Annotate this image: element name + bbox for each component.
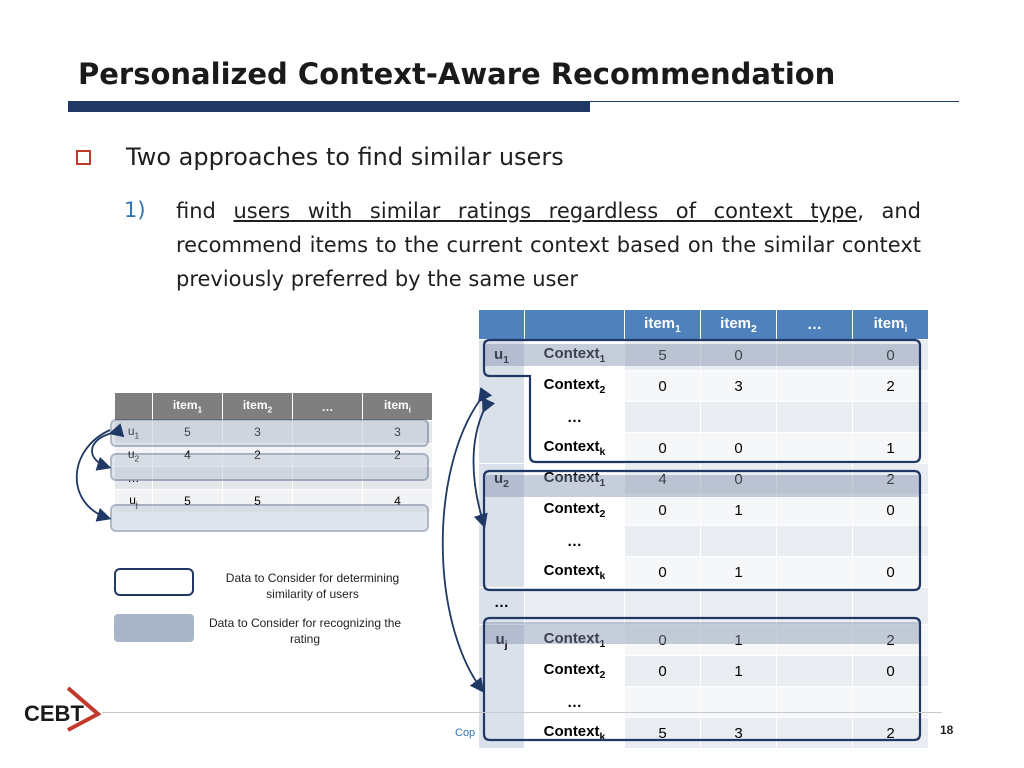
user-cell: … xyxy=(479,588,525,625)
rating-cell: 5 xyxy=(153,421,223,444)
context-cell: Context$_1$ xyxy=(525,625,625,656)
header-cell xyxy=(115,393,153,421)
rating-cell: 3 xyxy=(363,421,433,444)
arrow-u1-u2 xyxy=(92,433,112,467)
rating-cell: 4 xyxy=(363,490,433,513)
page-number: 18 xyxy=(940,723,954,737)
context-cell: Context$_2$ xyxy=(525,495,625,526)
rating-cell: 0 xyxy=(625,656,701,687)
svg-text:CEBT: CEBT xyxy=(24,701,84,726)
header-cell: item$_1$ xyxy=(153,393,223,421)
rating-cell xyxy=(777,433,853,464)
rating-cell: 1 xyxy=(701,557,777,588)
rating-cell: 2 xyxy=(853,718,929,749)
rating-cell xyxy=(777,495,853,526)
user-cell: $u_j$ xyxy=(479,625,525,749)
header-cell: item$_2$ xyxy=(223,393,293,421)
user-cell: $u_2$ xyxy=(479,464,525,588)
rating-cell xyxy=(853,588,929,625)
rating-cell xyxy=(777,656,853,687)
table-header-row xyxy=(115,393,433,421)
rating-cell: 0 xyxy=(853,656,929,687)
footer-line xyxy=(102,712,942,713)
context-cell: Context$_k$ xyxy=(525,718,625,749)
context-cell: Context$_1$ xyxy=(525,340,625,371)
context-rating-table xyxy=(478,309,929,749)
header-cell: … xyxy=(777,310,853,340)
bullet-text: Two approaches to find similar users xyxy=(126,143,564,171)
rating-cell: 0 xyxy=(625,625,701,656)
rating-cell xyxy=(777,340,853,371)
rating-cell: 5 xyxy=(625,718,701,749)
table-header-row xyxy=(479,310,929,340)
legend-outline-label: Data to Consider for determining similarity of users xyxy=(225,571,400,601)
rating-cell: 0 xyxy=(701,464,777,495)
rating-cell xyxy=(293,490,363,513)
rating-cell: 3 xyxy=(701,371,777,402)
bullet-square-icon xyxy=(76,150,91,165)
rating-cell xyxy=(701,402,777,433)
rating-cell: 0 xyxy=(853,495,929,526)
rating-cell: 0 xyxy=(625,495,701,526)
slide-title: Personalized Context-Aware Recommendation xyxy=(78,57,836,91)
rating-cell: 2 xyxy=(363,444,433,467)
context-cell: Context$_2$ xyxy=(525,371,625,402)
header-cell: … xyxy=(293,393,363,421)
user-cell: $u_2$ xyxy=(115,444,153,467)
sub-text-underlined: users with similar ratings regardless of context type xyxy=(233,199,858,223)
rating-cell: 1 xyxy=(853,433,929,464)
user-cell: $u_j$ xyxy=(115,490,153,513)
rating-cell: 2 xyxy=(223,444,293,467)
header-cell: item$_1$ xyxy=(625,310,701,340)
header-cell: item$_i$ xyxy=(853,310,929,340)
rating-cell: 3 xyxy=(701,718,777,749)
table-row xyxy=(479,495,929,526)
table-row xyxy=(479,625,929,656)
context-cell: … xyxy=(525,526,625,557)
rating-cell xyxy=(625,402,701,433)
table-row xyxy=(479,526,929,557)
rating-cell: 1 xyxy=(701,495,777,526)
table-row xyxy=(479,464,929,495)
table-row xyxy=(479,340,929,371)
table-row xyxy=(479,557,929,588)
arrow-u1-uj xyxy=(77,430,110,518)
rating-cell xyxy=(777,371,853,402)
rating-cell: 1 xyxy=(701,656,777,687)
header-cell: item$_i$ xyxy=(363,393,433,421)
table-row xyxy=(479,433,929,464)
rating-cell: 2 xyxy=(853,625,929,656)
rating-cell: 0 xyxy=(625,557,701,588)
rating-cell xyxy=(293,444,363,467)
rating-cell: 0 xyxy=(625,433,701,464)
table-row xyxy=(479,402,929,433)
rating-cell: 0 xyxy=(701,433,777,464)
rating-cell xyxy=(625,588,701,625)
context-cell xyxy=(525,588,625,625)
table-row xyxy=(479,371,929,402)
table-row xyxy=(479,588,929,625)
user-cell: … xyxy=(115,467,153,490)
rating-cell xyxy=(293,467,363,490)
rating-cell: 4 xyxy=(153,444,223,467)
rating-cell xyxy=(777,557,853,588)
cebt-logo xyxy=(22,686,102,732)
rating-cell: 4 xyxy=(625,464,701,495)
rating-cell xyxy=(777,718,853,749)
rating-cell xyxy=(853,526,929,557)
rating-cell: 5 xyxy=(153,490,223,513)
context-cell: … xyxy=(525,687,625,718)
user-cell: $u_1$ xyxy=(479,340,525,464)
rating-cell: 0 xyxy=(625,371,701,402)
rating-cell xyxy=(777,625,853,656)
rating-cell: 0 xyxy=(853,340,929,371)
legend-fill-swatch xyxy=(114,614,194,642)
context-cell: Context$_1$ xyxy=(525,464,625,495)
rating-cell xyxy=(293,421,363,444)
table-row xyxy=(115,490,433,513)
sub-text-pre: find xyxy=(176,199,234,223)
rating-cell xyxy=(625,526,701,557)
rating-cell: 5 xyxy=(625,340,701,371)
rating-cell xyxy=(701,588,777,625)
rating-cell: 0 xyxy=(853,557,929,588)
table-row xyxy=(479,656,929,687)
context-cell: … xyxy=(525,402,625,433)
context-cell: Context$_2$ xyxy=(525,656,625,687)
sub-text-post: , and recommend items to the current context based on the similar context previously preferred by the same user xyxy=(176,199,922,291)
sub-bullet-number: 1) xyxy=(124,198,146,222)
table-row xyxy=(115,467,433,490)
header-cell xyxy=(525,310,625,340)
user-cell: $u_1$ xyxy=(115,421,153,444)
context-cell: Context$_k$ xyxy=(525,433,625,464)
legend-fill-label: Data to Consider for recognizing the rating xyxy=(208,616,402,646)
sub-bullet-text xyxy=(176,194,921,296)
rating-cell xyxy=(777,588,853,625)
rating-cell xyxy=(853,402,929,433)
rating-cell: 3 xyxy=(223,421,293,444)
rating-cell xyxy=(153,467,223,490)
header-cell xyxy=(479,310,525,340)
rating-cell: 0 xyxy=(701,340,777,371)
title-underline-line xyxy=(590,101,959,102)
legend-outline-swatch xyxy=(114,568,194,596)
context-cell: Context$_k$ xyxy=(525,557,625,588)
small-rating-table xyxy=(114,392,433,513)
rating-cell xyxy=(777,464,853,495)
arrow-big-u1-uj xyxy=(443,400,482,690)
table-row xyxy=(479,718,929,749)
rating-cell xyxy=(223,467,293,490)
rating-cell: 2 xyxy=(853,464,929,495)
title-underline-bar xyxy=(68,101,590,112)
table-row xyxy=(115,421,433,444)
copyright-text: Cop xyxy=(455,727,476,739)
rating-cell xyxy=(777,402,853,433)
rating-cell: 2 xyxy=(853,371,929,402)
rating-cell: 1 xyxy=(701,625,777,656)
table-row xyxy=(115,444,433,467)
header-cell: item$_2$ xyxy=(701,310,777,340)
rating-cell xyxy=(777,526,853,557)
rating-cell xyxy=(363,467,433,490)
rating-cell: 5 xyxy=(223,490,293,513)
rating-cell xyxy=(701,526,777,557)
